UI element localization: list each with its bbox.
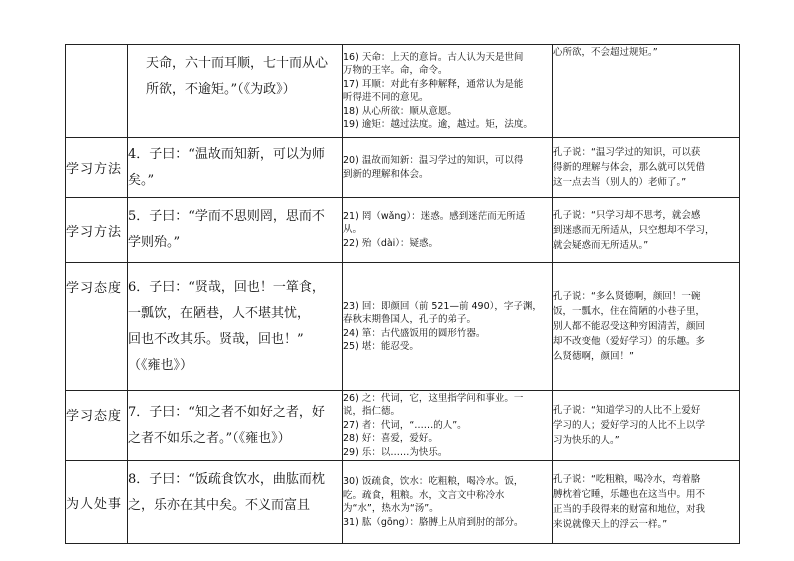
notes-cell-line: 吃。疏食，粗粮。水，文言文中称冷水 <box>343 489 505 501</box>
notes-cell <box>343 391 553 461</box>
original-text-cell-line: 5．子曰：“学而不思则罔，思而不 <box>128 209 325 224</box>
notes-cell-line: 春秋末期鲁国人，孔子的弟子。 <box>343 314 477 325</box>
table-row <box>66 45 740 138</box>
original-text-cell-line: 所欲，不逾矩。”（《为政》） <box>146 82 296 97</box>
notes-cell-line: 24) 箪：古代盛饭用的圆形竹器。 <box>343 327 486 339</box>
notes-cell-line: 20) 温故而知新：温习学过的知识，可以得 <box>343 155 524 166</box>
translation-cell <box>553 45 740 138</box>
original-text-cell-line: 一瓢饮，在陋巷，人不堪其忧， <box>128 305 311 321</box>
category-cell: 学习态度 <box>66 263 128 391</box>
original-text-cell-line: 4．子曰：“温故而知新，可以为师 <box>128 146 325 162</box>
original-text-cell-line: 天命，六十而耳顺，七十而从心 <box>146 56 329 71</box>
translation-cell-line: 正当的手段得来的财富和地位，对我 <box>553 504 706 515</box>
original-text-cell <box>128 138 343 198</box>
notes-cell-line: 28) 好：喜爱，爱好。 <box>343 433 438 445</box>
notes-cell-line: 为“水”，热水为“汤”。 <box>343 503 439 514</box>
translation-cell <box>553 391 740 461</box>
translation-cell-line: 孔子说：“吃粗粮，喝冷水，弯着胳 <box>553 474 701 485</box>
notes-cell-line: 27) 者：代词，“……的人”。 <box>343 419 467 431</box>
table-row <box>66 461 740 544</box>
translation-cell-line: 却不改变他（爱好学习）的乐趣。多 <box>553 336 706 347</box>
original-text-cell-line: 6．子曰：“贤哉，回也！一箪食， <box>128 279 325 295</box>
notes-cell-line: 21) 罔（wǎng）：迷惑。感到迷茫而无所适 <box>343 210 526 222</box>
category-cell: 为人处事 <box>66 461 128 544</box>
notes-cell-line: 听得进不同的意见。 <box>343 92 429 103</box>
notes-cell-line: 17) 耳顺：对此有多种解释，通常认为是能 <box>343 78 524 90</box>
lunyu-table <box>65 44 740 544</box>
table-row <box>66 391 740 461</box>
translation-cell-line: 孔子说：“只学习却不思考，就会感 <box>553 209 701 221</box>
notes-cell-line: 16) 天命：上天的意旨。古人认为天是世间 <box>343 51 524 63</box>
notes-cell-line: 22) 殆（dài）：疑惑。 <box>343 237 439 249</box>
translation-cell-line: 这一点去当（别人的）老师了。” <box>553 177 687 188</box>
notes-cell <box>343 198 553 263</box>
translation-cell-line: 学习的人；爱好学习的人比不上以学 <box>553 420 706 431</box>
translation-cell-line: 心所欲，不会超过规矩。” <box>553 47 658 58</box>
category-cell: 学习态度 <box>66 391 128 461</box>
translation-cell <box>553 263 740 391</box>
original-text-cell-line: 之，乐亦在其中矣。不义而富且 <box>128 498 311 513</box>
notes-cell-line: 到新的理解和体会。 <box>343 168 429 180</box>
category-cell: 学习方法 <box>66 198 128 263</box>
notes-cell <box>343 461 553 544</box>
translation-cell-line: 来说就像天上的浮云一样。” <box>553 519 668 530</box>
original-text-cell <box>128 198 343 263</box>
translation-cell-line: 么贤德啊，颜回！” <box>553 351 634 362</box>
notes-cell-line: 29) 乐：以……为快乐。 <box>343 446 448 458</box>
table-row <box>66 138 740 198</box>
original-text-cell-line: 回也不改其乐。贤哉，回也！” <box>128 331 304 347</box>
original-text-cell-line: 之者不如乐之者。”（《雍也》） <box>128 430 291 446</box>
translation-cell-line: 别人都不能忍受这种穷困清苦，颜回 <box>553 321 706 332</box>
original-text-cell <box>128 461 343 544</box>
table-row <box>66 263 740 391</box>
translation-cell-line: 膊枕着它睡，乐趣也在这当中。用不 <box>553 489 706 500</box>
original-text-cell-line: 8．子曰：“饭疏食饮水，曲肱而枕 <box>128 472 325 487</box>
translation-cell-line: 就会疑惑而无所适从。” <box>553 239 649 251</box>
translation-cell <box>553 198 740 263</box>
notes-cell-line: 说，指仁德。 <box>343 406 401 418</box>
original-text-cell <box>128 391 343 461</box>
notes-cell <box>343 138 553 198</box>
notes-cell-line: 25) 堪：能忍受。 <box>343 341 419 352</box>
category-cell: 学习方法 <box>66 138 128 198</box>
translation-cell-line: 习为快乐的人。” <box>553 435 620 446</box>
notes-cell-line: 23) 回：即颜回（前 521—前 490），字子渊， <box>343 300 542 312</box>
original-text-cell-line: （《雍也》） <box>128 357 194 373</box>
notes-cell-line: 万物的王宰。命，命令。 <box>343 65 448 76</box>
original-text-cell-line: 7．子曰：“知之者不如好之者，好 <box>128 404 325 420</box>
category-cell <box>66 45 128 138</box>
translation-cell <box>553 138 740 198</box>
original-text-cell-line: 学则殆。” <box>128 235 181 250</box>
translation-cell-line: 饭，一瓢水，住在简陋的小巷子里， <box>553 306 706 317</box>
notes-cell <box>343 263 553 391</box>
table-row <box>66 198 740 263</box>
notes-cell-line: 31) 肱（gōng）：胳膊上从肩到肘的部分。 <box>343 516 524 528</box>
notes-cell-line: 26) 之：代词，它，这里指学问和事业。一 <box>343 392 524 404</box>
notes-cell-line: 19) 逾矩：越过法度。逾，越过。矩，法度。 <box>343 119 533 130</box>
translation-cell <box>553 461 740 544</box>
translation-cell-line: 孔子说：“温习学过的知识，可以获 <box>553 147 701 158</box>
translation-cell-line: 孔子说：“知道学习的人比不上爱好 <box>553 405 701 416</box>
notes-cell-line: 30) 饭疏食，饮水：吃粗粮，喝冷水。饭， <box>343 476 524 487</box>
original-text-cell-line: 矣。” <box>128 172 155 188</box>
translation-cell-line: 孔子说：“多么贤德啊，颜回！一碗 <box>553 291 701 302</box>
translation-cell-line: 得新的理解与体会，那么就可以凭借 <box>553 162 706 173</box>
original-text-cell <box>128 263 343 391</box>
notes-cell <box>343 45 553 138</box>
notes-cell-line: 18) 从心所欲：顺从意愿。 <box>343 105 457 117</box>
translation-cell-line: 到迷惑而无所适从，只空想却不学习， <box>553 224 715 236</box>
original-text-cell <box>128 45 343 138</box>
notes-cell-line: 从。 <box>343 224 363 236</box>
